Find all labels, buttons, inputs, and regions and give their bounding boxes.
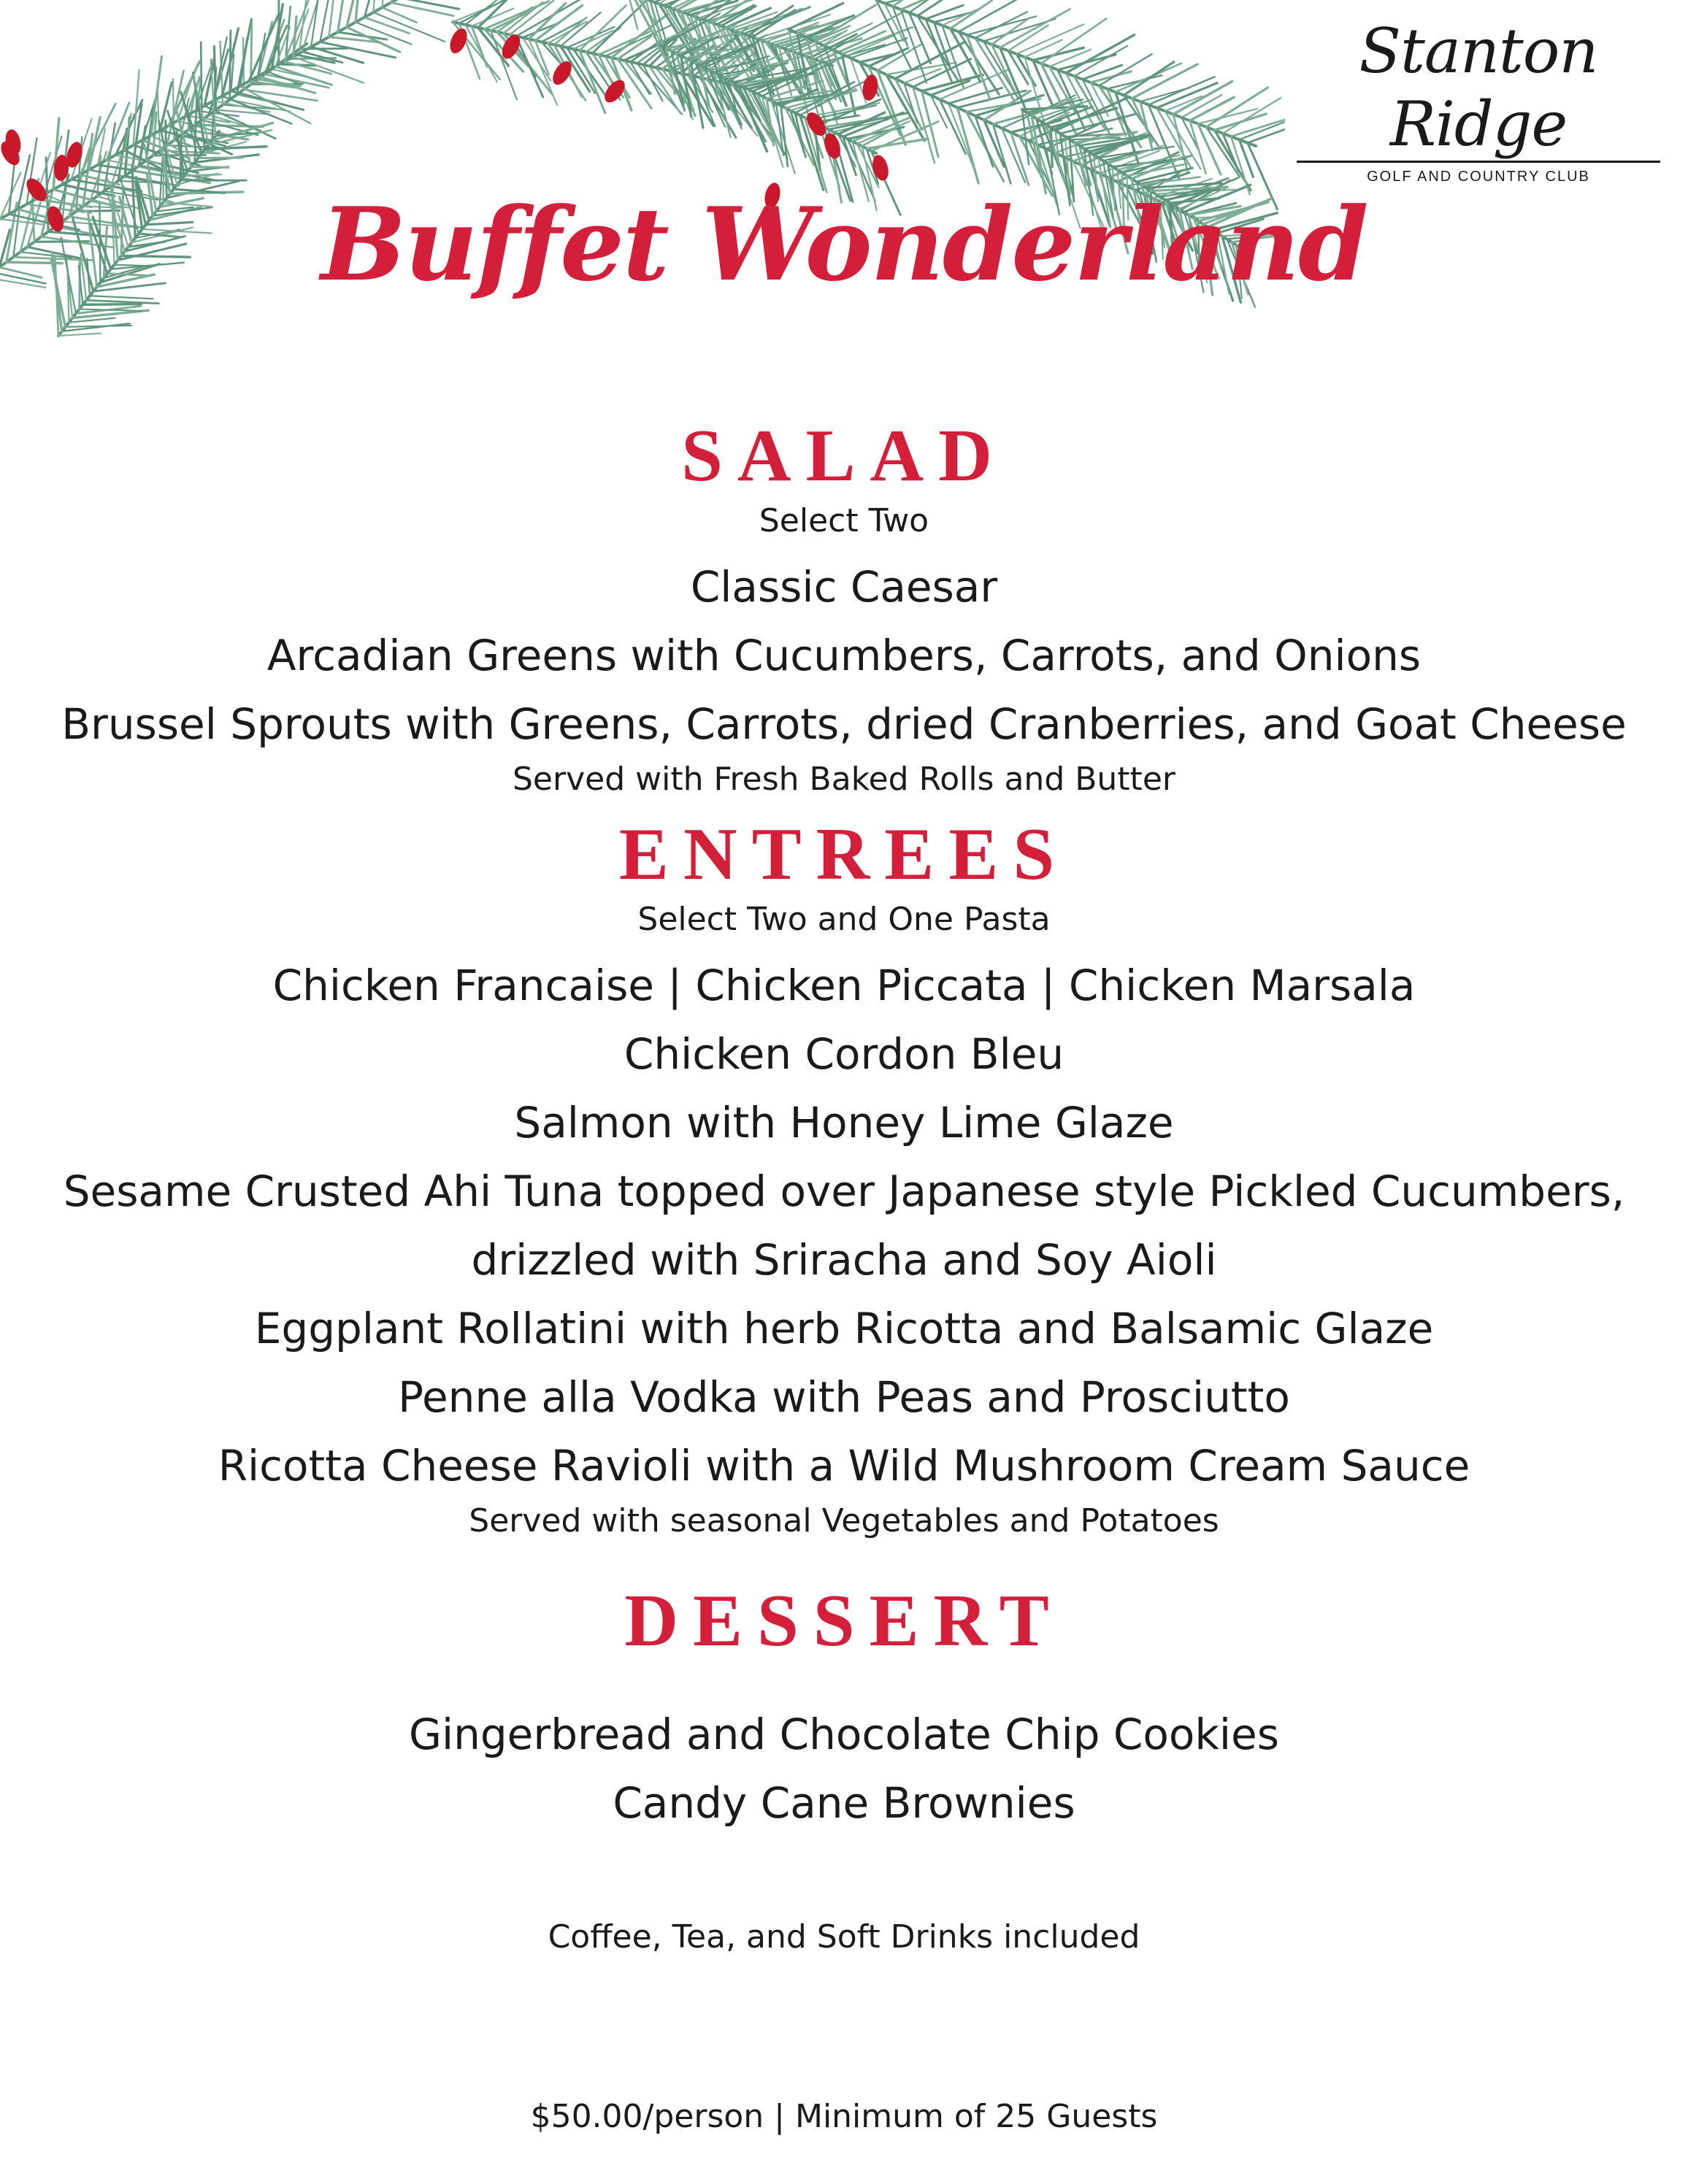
pine-needle <box>459 0 508 23</box>
menu-item: Candy Cane Brownies <box>613 1778 1075 1828</box>
pine-needle <box>993 124 1010 183</box>
menu-item: Ricotta Cheese Ravioli with a Wild Mushroom Cream Sauce <box>218 1441 1470 1491</box>
menu-item: Chicken Cordon Bleu <box>624 1029 1064 1079</box>
red-berry <box>447 26 470 56</box>
pine-needle <box>948 88 1002 103</box>
pine-needle <box>382 7 416 23</box>
entrees-note: Served with seasonal Vegetables and Potatoes <box>469 1502 1219 1539</box>
logo-divider <box>1297 161 1660 163</box>
pine-needle <box>951 28 981 82</box>
pine-needle <box>329 0 336 37</box>
menu-item: Penne alla Vodka with Peas and Prosciutto <box>398 1372 1290 1422</box>
section-heading-dessert: DESSERT <box>624 1580 1064 1662</box>
pine-needle <box>391 2 453 15</box>
pine-needle <box>1051 128 1052 167</box>
entrees-instruction: Select Two and One Pasta <box>637 901 1051 938</box>
menu-item: Eggplant Rollatini with herb Ricotta and Balsamic Glaze <box>254 1304 1434 1353</box>
pine-needle <box>66 326 131 327</box>
menu-item: Classic Caesar <box>690 562 998 612</box>
salad-instruction: Select Two <box>759 502 929 539</box>
salad-note: Served with Fresh Baked Rolls and Butter <box>513 761 1175 798</box>
pine-needle <box>781 106 788 166</box>
logo-tagline: GOLF AND COUNTRY CLUB <box>1367 169 1590 185</box>
menu-body <box>0 412 1688 2138</box>
pricing-note: $50.00/person | Minimum of 25 Guests <box>530 2098 1158 2135</box>
entrees-section <box>0 811 1688 1542</box>
pine-needle <box>959 31 999 94</box>
menu-item: Gingerbread and Chocolate Chip Cookies <box>409 1710 1279 1759</box>
menu-item: Sesame Crusted Ahi Tuna topped over Japanese style Pickled Cucumbers, <box>63 1166 1625 1216</box>
pine-needle <box>1148 77 1215 104</box>
red-berry <box>870 153 891 182</box>
menu-item: drizzled with Sriracha and Soy Aioli <box>471 1235 1217 1285</box>
menu-item: Salmon with Honey Lime Glaze <box>514 1098 1174 1147</box>
pine-needle <box>58 334 101 336</box>
pine-needle <box>497 7 532 32</box>
club-logo <box>1292 15 1665 185</box>
pine-needle <box>72 310 148 318</box>
section-heading-entrees: ENTREES <box>618 813 1070 896</box>
menu-item: Chicken Francaise | Chicken Piccata | Chicken Marsala <box>272 961 1416 1010</box>
menu-item: Brussel Sprouts with Greens, Carrots, dried Cranberries, and Goat Cheese <box>61 699 1627 749</box>
salad-section <box>0 412 1688 801</box>
section-heading-salad: SALAD <box>681 415 1007 497</box>
pine-needle <box>400 0 459 9</box>
dessert-section <box>0 1577 1688 1837</box>
beverages-note: Coffee, Tea, and Soft Drinks included <box>548 1918 1140 1956</box>
pine-needle <box>191 167 229 168</box>
pine-needle <box>364 18 409 34</box>
menu-title: Buffet Wonderland <box>321 185 1367 304</box>
pine-needle <box>373 12 445 42</box>
menu-item: Arcadian Greens with Cucumbers, Carrots, and Onions <box>266 631 1422 680</box>
logo-name: Stanton Ridge <box>1359 15 1598 160</box>
